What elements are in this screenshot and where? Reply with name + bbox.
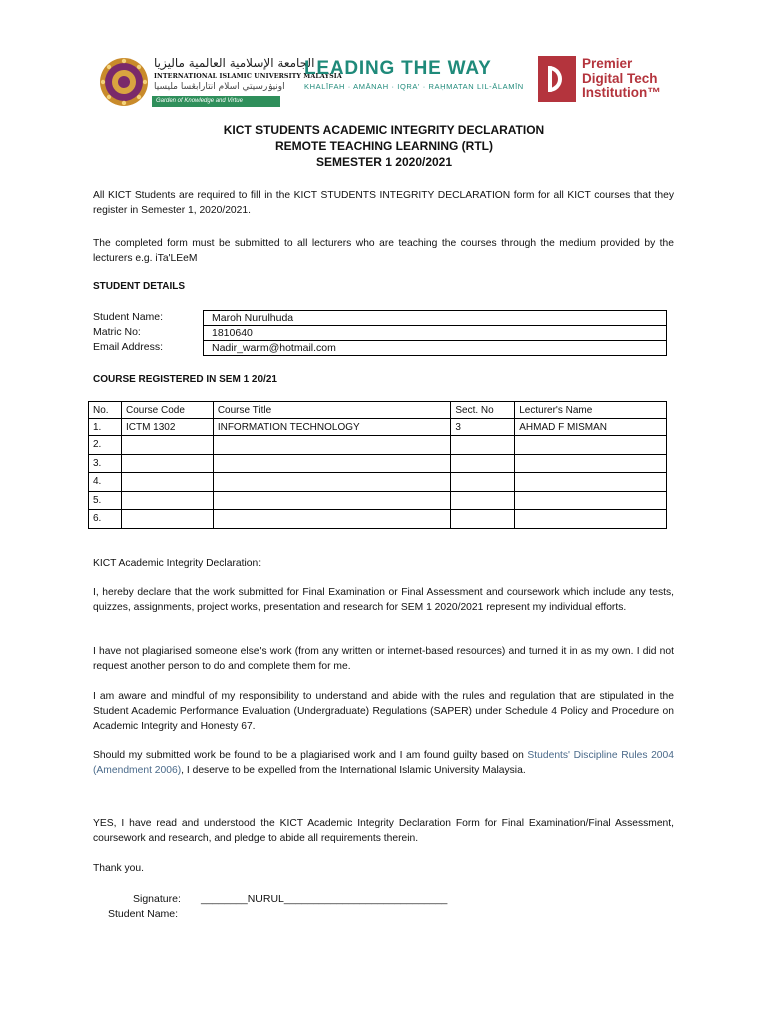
- course-code-cell[interactable]: [121, 436, 213, 455]
- iium-english-name: INTERNATIONAL ISLAMIC UNIVERSITY MALAYSIA: [154, 73, 342, 80]
- course-code-cell[interactable]: ICTM 1302: [121, 419, 213, 436]
- course-title-cell[interactable]: [213, 436, 451, 455]
- course-code-cell[interactable]: [121, 491, 213, 510]
- declaration-paragraph-5: YES, I have read and understood the KICT Academic Integrity Declaration Form for Final Examination/Final Assessment, coursework and research, and pledge to abide all requirements therein.: [93, 818, 674, 844]
- lecturer-cell[interactable]: [515, 436, 667, 455]
- signature-label: Signature:: [133, 893, 181, 905]
- column-header: Course Code: [121, 402, 213, 419]
- section-cell[interactable]: [451, 436, 515, 455]
- premier-line2: Digital Tech: [582, 70, 658, 86]
- course-title-cell[interactable]: [213, 491, 451, 510]
- column-header: Sect. No: [451, 402, 515, 419]
- declaration-heading: KICT Academic Integrity Declaration:: [93, 558, 262, 569]
- email-field[interactable]: Nadir_warm@hotmail.com: [203, 340, 667, 356]
- intro-paragraph-1: All KICT Students are required to fill in the KICT STUDENTS INTEGRITY DECLARATION form for all KICT courses that they register in Semester 1, 2020/2021.: [93, 190, 674, 216]
- column-header: Lecturer's Name: [515, 402, 667, 419]
- matric-row: [93, 325, 667, 341]
- premier-d-icon: [538, 56, 576, 102]
- title-line1: KICT STUDENTS ACADEMIC INTEGRITY DECLARATION: [223, 123, 545, 137]
- course-code-cell[interactable]: [121, 510, 213, 529]
- matric-field[interactable]: 1810640: [203, 325, 667, 341]
- leading-the-way-logo: [304, 58, 524, 91]
- declaration-paragraph-2: I have not plagiarised someone else's work (from any written or internet-based resources) and turned it in as my own. I did not request another person to do and complete them for me.: [93, 646, 674, 672]
- thank-you-text: Thank you.: [93, 863, 144, 874]
- title-line3: SEMESTER 1 2020/2021: [315, 155, 453, 169]
- section-cell[interactable]: 3: [451, 419, 515, 436]
- courses-heading: COURSE REGISTERED IN SEM 1 20/21: [93, 374, 277, 385]
- section-cell[interactable]: [451, 473, 515, 492]
- student-name-label: Student Name:: [93, 311, 164, 323]
- title-line2: REMOTE TEACHING LEARNING (RTL): [275, 139, 493, 153]
- iium-malay-name: اونيۏرسيتي اسلام انتارابڠسا مليسيا: [154, 82, 285, 92]
- row-number: 1.: [89, 419, 122, 436]
- row-number: 2.: [89, 436, 122, 455]
- lecturer-cell[interactable]: [515, 454, 667, 473]
- courses-header-row: [89, 402, 667, 419]
- table-row: [89, 454, 667, 473]
- iium-arabic-name: الجامعة الإسلامية العالمية ماليزيا: [154, 56, 315, 70]
- iium-logo: [98, 54, 342, 110]
- lead-subtitle: KHALĪFAH · AMĀNAH · IQRA' · RAḤMATAN LIL-ĀLAMĪN: [304, 82, 524, 91]
- course-title-cell[interactable]: [213, 473, 451, 492]
- section-cell[interactable]: [451, 510, 515, 529]
- lecturer-cell[interactable]: [515, 510, 667, 529]
- lecturer-cell[interactable]: [515, 491, 667, 510]
- iium-tagline: Garden of Knowledge and Virtue: [152, 96, 280, 107]
- lecturer-cell[interactable]: AHMAD F MISMAN: [515, 419, 667, 436]
- courses-table: [88, 401, 667, 529]
- iium-seal-icon: [98, 56, 150, 108]
- premier-text: [582, 57, 661, 101]
- student-details-heading: STUDENT DETAILS: [93, 281, 186, 292]
- student-name-field[interactable]: Maroh Nurulhuda: [203, 310, 667, 326]
- student-name-row: [93, 310, 667, 326]
- p4-start: Should my submitted work be found to be a plagiarised work and I am found guilty based on: [93, 750, 528, 761]
- section-cell[interactable]: [451, 491, 515, 510]
- declaration-paragraph-3: I am aware and mindful of my responsibility to understand and abide with the rules and regulation that are stipulated in the Student Academic Performance Evaluation (Undergraduate) Regulations (SAPER) under Schedule 4 Policy and Procedure on Academic Integrity and Honesty 67.: [93, 691, 674, 732]
- course-title-cell[interactable]: [213, 510, 451, 529]
- premier-digital-tech-logo: [538, 56, 672, 102]
- premier-line1: Premier: [582, 56, 633, 71]
- row-number: 4.: [89, 473, 122, 492]
- email-row: [93, 340, 667, 356]
- lecturer-cell[interactable]: [515, 473, 667, 492]
- premier-line3: Institution™: [582, 85, 661, 100]
- matric-label: Matric No:: [93, 326, 141, 338]
- discipline-rules-link[interactable]: Students' Discipline Rules 2004 (Amendment 2006): [93, 750, 674, 776]
- course-code-cell[interactable]: [121, 454, 213, 473]
- table-row: [89, 473, 667, 492]
- course-code-cell[interactable]: [121, 473, 213, 492]
- column-header: No.: [89, 402, 122, 419]
- row-number: 3.: [89, 454, 122, 473]
- table-row: [89, 510, 667, 529]
- column-header: Course Title: [213, 402, 451, 419]
- table-row: [89, 436, 667, 455]
- declaration-paragraph-4: [93, 748, 674, 778]
- lead-title: LEADING THE WAY: [304, 58, 492, 79]
- section-cell[interactable]: [451, 454, 515, 473]
- row-number: 6.: [89, 510, 122, 529]
- document-title: [0, 122, 768, 170]
- row-number: 5.: [89, 491, 122, 510]
- email-label: Email Address:: [93, 341, 164, 353]
- course-title-cell[interactable]: INFORMATION TECHNOLOGY: [213, 419, 451, 436]
- declaration-paragraph-1: I, hereby declare that the work submitted for Final Examination or Final Assessment and coursework which include any tests, quizzes, assignments, project works, presentation and research for SEM 1 2020/2021 represent my individual efforts.: [93, 587, 674, 613]
- signature-field[interactable]: ________NURUL____________________________: [201, 893, 448, 905]
- course-title-cell[interactable]: [213, 454, 451, 473]
- table-row: [89, 419, 667, 436]
- table-row: [89, 491, 667, 510]
- p4-end: , I deserve to be expelled from the International Islamic University Malaysia.: [181, 765, 526, 776]
- intro-paragraph-2: The completed form must be submitted to all lecturers who are teaching the courses through the medium provided by the lecturers e.g. iTa'LEeM: [93, 238, 674, 264]
- student-name-signature-label: Student Name:: [108, 908, 179, 920]
